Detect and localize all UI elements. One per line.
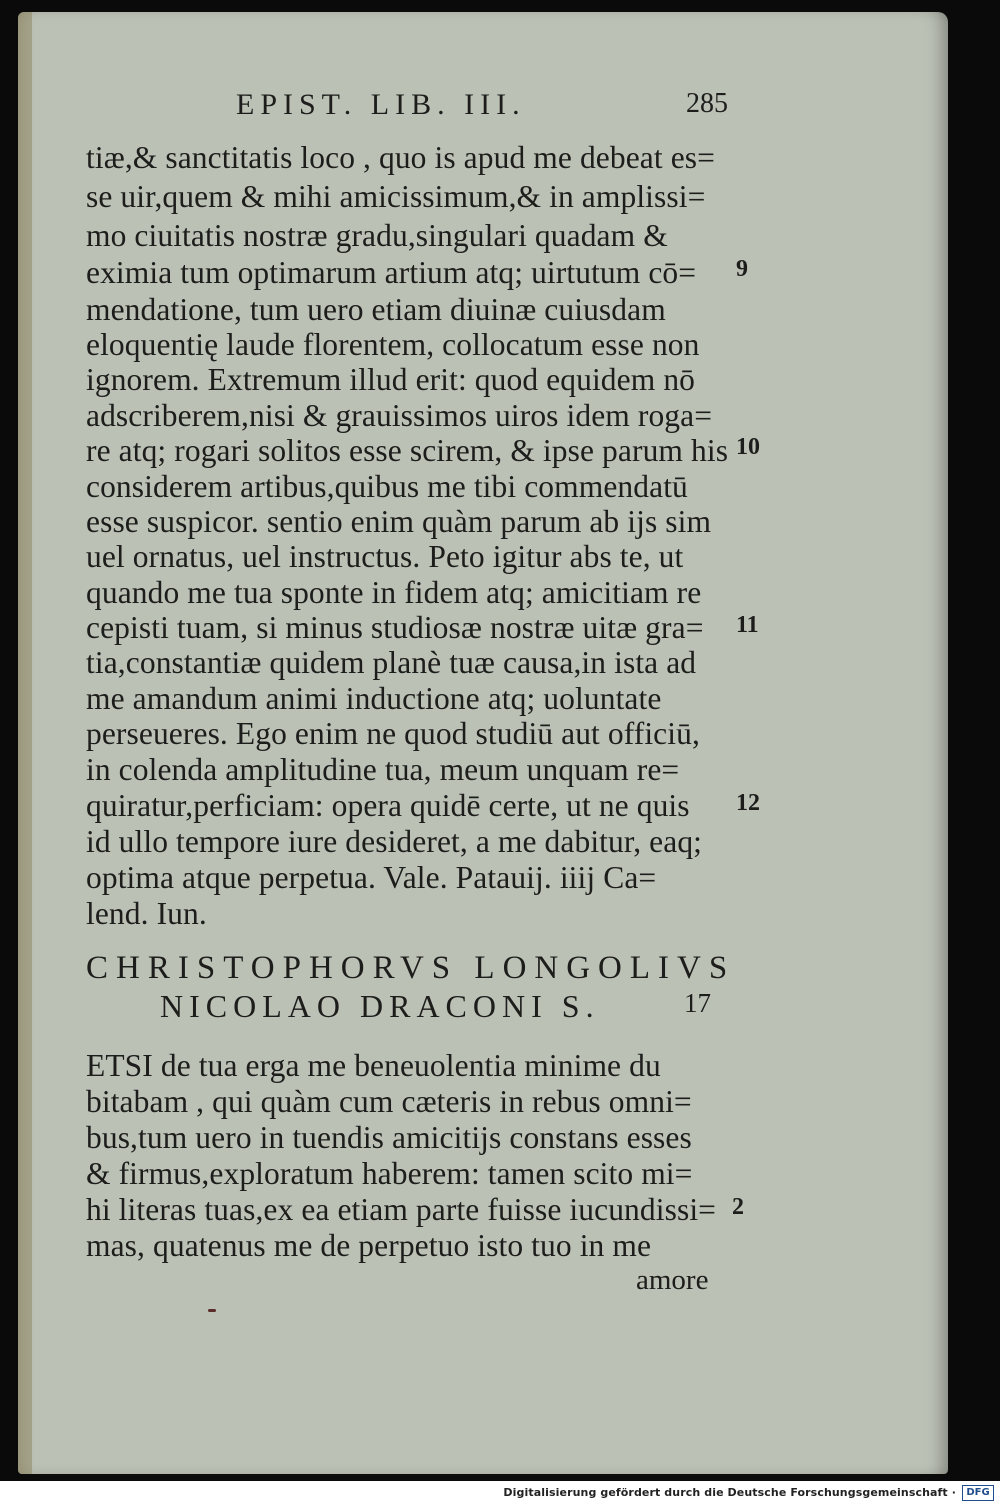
text-line: mo ciuitatis nostræ gradu,singulari quadam &: [86, 218, 668, 253]
funding-credit: Digitalisierung gefördert durch die Deutsche Forschungsgemeinschaft ·: [503, 1486, 956, 1499]
text-line: quando me tua sponte in fidem atq; amicitiam re: [86, 575, 702, 610]
text-line: adscriberem,nisi & grauissimos uiros idem roga=: [86, 398, 713, 433]
text-line: lend. Iun.: [86, 896, 207, 931]
text-line: re atq; rogari solitos esse scirem, & ipse parum his: [86, 433, 729, 468]
letter-line: hi literas tuas,ex ea etiam parte fuisse iucundissi=: [86, 1192, 717, 1227]
text-line: esse suspicor. sentio enim quàm parum ab ijs sim: [86, 504, 712, 539]
text-line: tia,constantiæ quidem planè tuæ causa,in ista ad: [86, 645, 697, 680]
ink-spot: [208, 1309, 216, 1312]
letter-line: & firmus,exploratum haberem: tamen scito mi=: [86, 1156, 693, 1191]
letter-line: bitabam , qui quàm cum cæteris in rebus omni=: [86, 1084, 692, 1119]
text-line: cepisti tuam, si minus studiosæ nostræ uitæ gra=: [86, 610, 704, 645]
letter-line: ETSI de tua erga me beneuolentia minime du: [86, 1048, 661, 1083]
margin-number: 9: [736, 256, 748, 282]
text-line: se uir,quem & mihi amicissimum,& in amplissi=: [86, 179, 706, 214]
text-line: optima atque perpetua. Vale. Patauij. iiij Ca=: [86, 860, 657, 895]
text-line: quiratur,perficiam: opera quidē certe, ut ne quis: [86, 788, 690, 823]
letter-number: 17: [684, 988, 711, 1018]
text-line: mendatione, tum uero etiam diuinæ cuiusdam: [86, 292, 666, 327]
margin-number: 11: [736, 612, 759, 638]
letter-heading-sender: CHRISTOPHORVS LONGOLIVS: [86, 950, 736, 986]
margin-number: 2: [732, 1194, 744, 1220]
running-header: EPIST. LIB. III.: [236, 88, 526, 121]
dfg-logo: DFG: [962, 1485, 994, 1501]
text-line: perseueres. Ego enim ne quod studiū aut officiū,: [86, 716, 700, 751]
footer-bar: [0, 1481, 1000, 1505]
book-page: [18, 12, 948, 1474]
catchword: amore: [636, 1264, 709, 1296]
text-line: ignorem. Extremum illud erit: quod equidem nō: [86, 362, 696, 397]
text-line: eloquentię laude florentem, collocatum esse non: [86, 327, 700, 362]
text-line: tiæ,& sanctitatis loco , quo is apud me debeat es=: [86, 140, 716, 175]
margin-number: 12: [736, 790, 760, 816]
text-line: uel ornatus, uel instructus. Peto igitur abs te, ut: [86, 539, 684, 574]
margin-number: 10: [736, 434, 760, 460]
text-line: considerem artibus,quibus me tibi commendatū: [86, 469, 688, 504]
text-line: eximia tum optimarum artium atq; uirtutum cō=: [86, 255, 697, 290]
text-line: me amandum animi inductione atq; uoluntate: [86, 681, 662, 716]
letter-line: bus,tum uero in tuendis amicitijs constans esses: [86, 1120, 692, 1155]
letter-heading-recipient: NICOLAO DRACONI S.: [160, 988, 600, 1024]
text-line: id ullo tempore iure desideret, a me dabitur, eaq;: [86, 824, 703, 859]
page-text: [18, 12, 948, 1474]
letter-line: mas, quatenus me de perpetuo isto tuo in me: [86, 1228, 652, 1263]
text-line: in colenda amplitudine tua, meum unquam re=: [86, 752, 680, 787]
page-number: 285: [686, 88, 728, 119]
